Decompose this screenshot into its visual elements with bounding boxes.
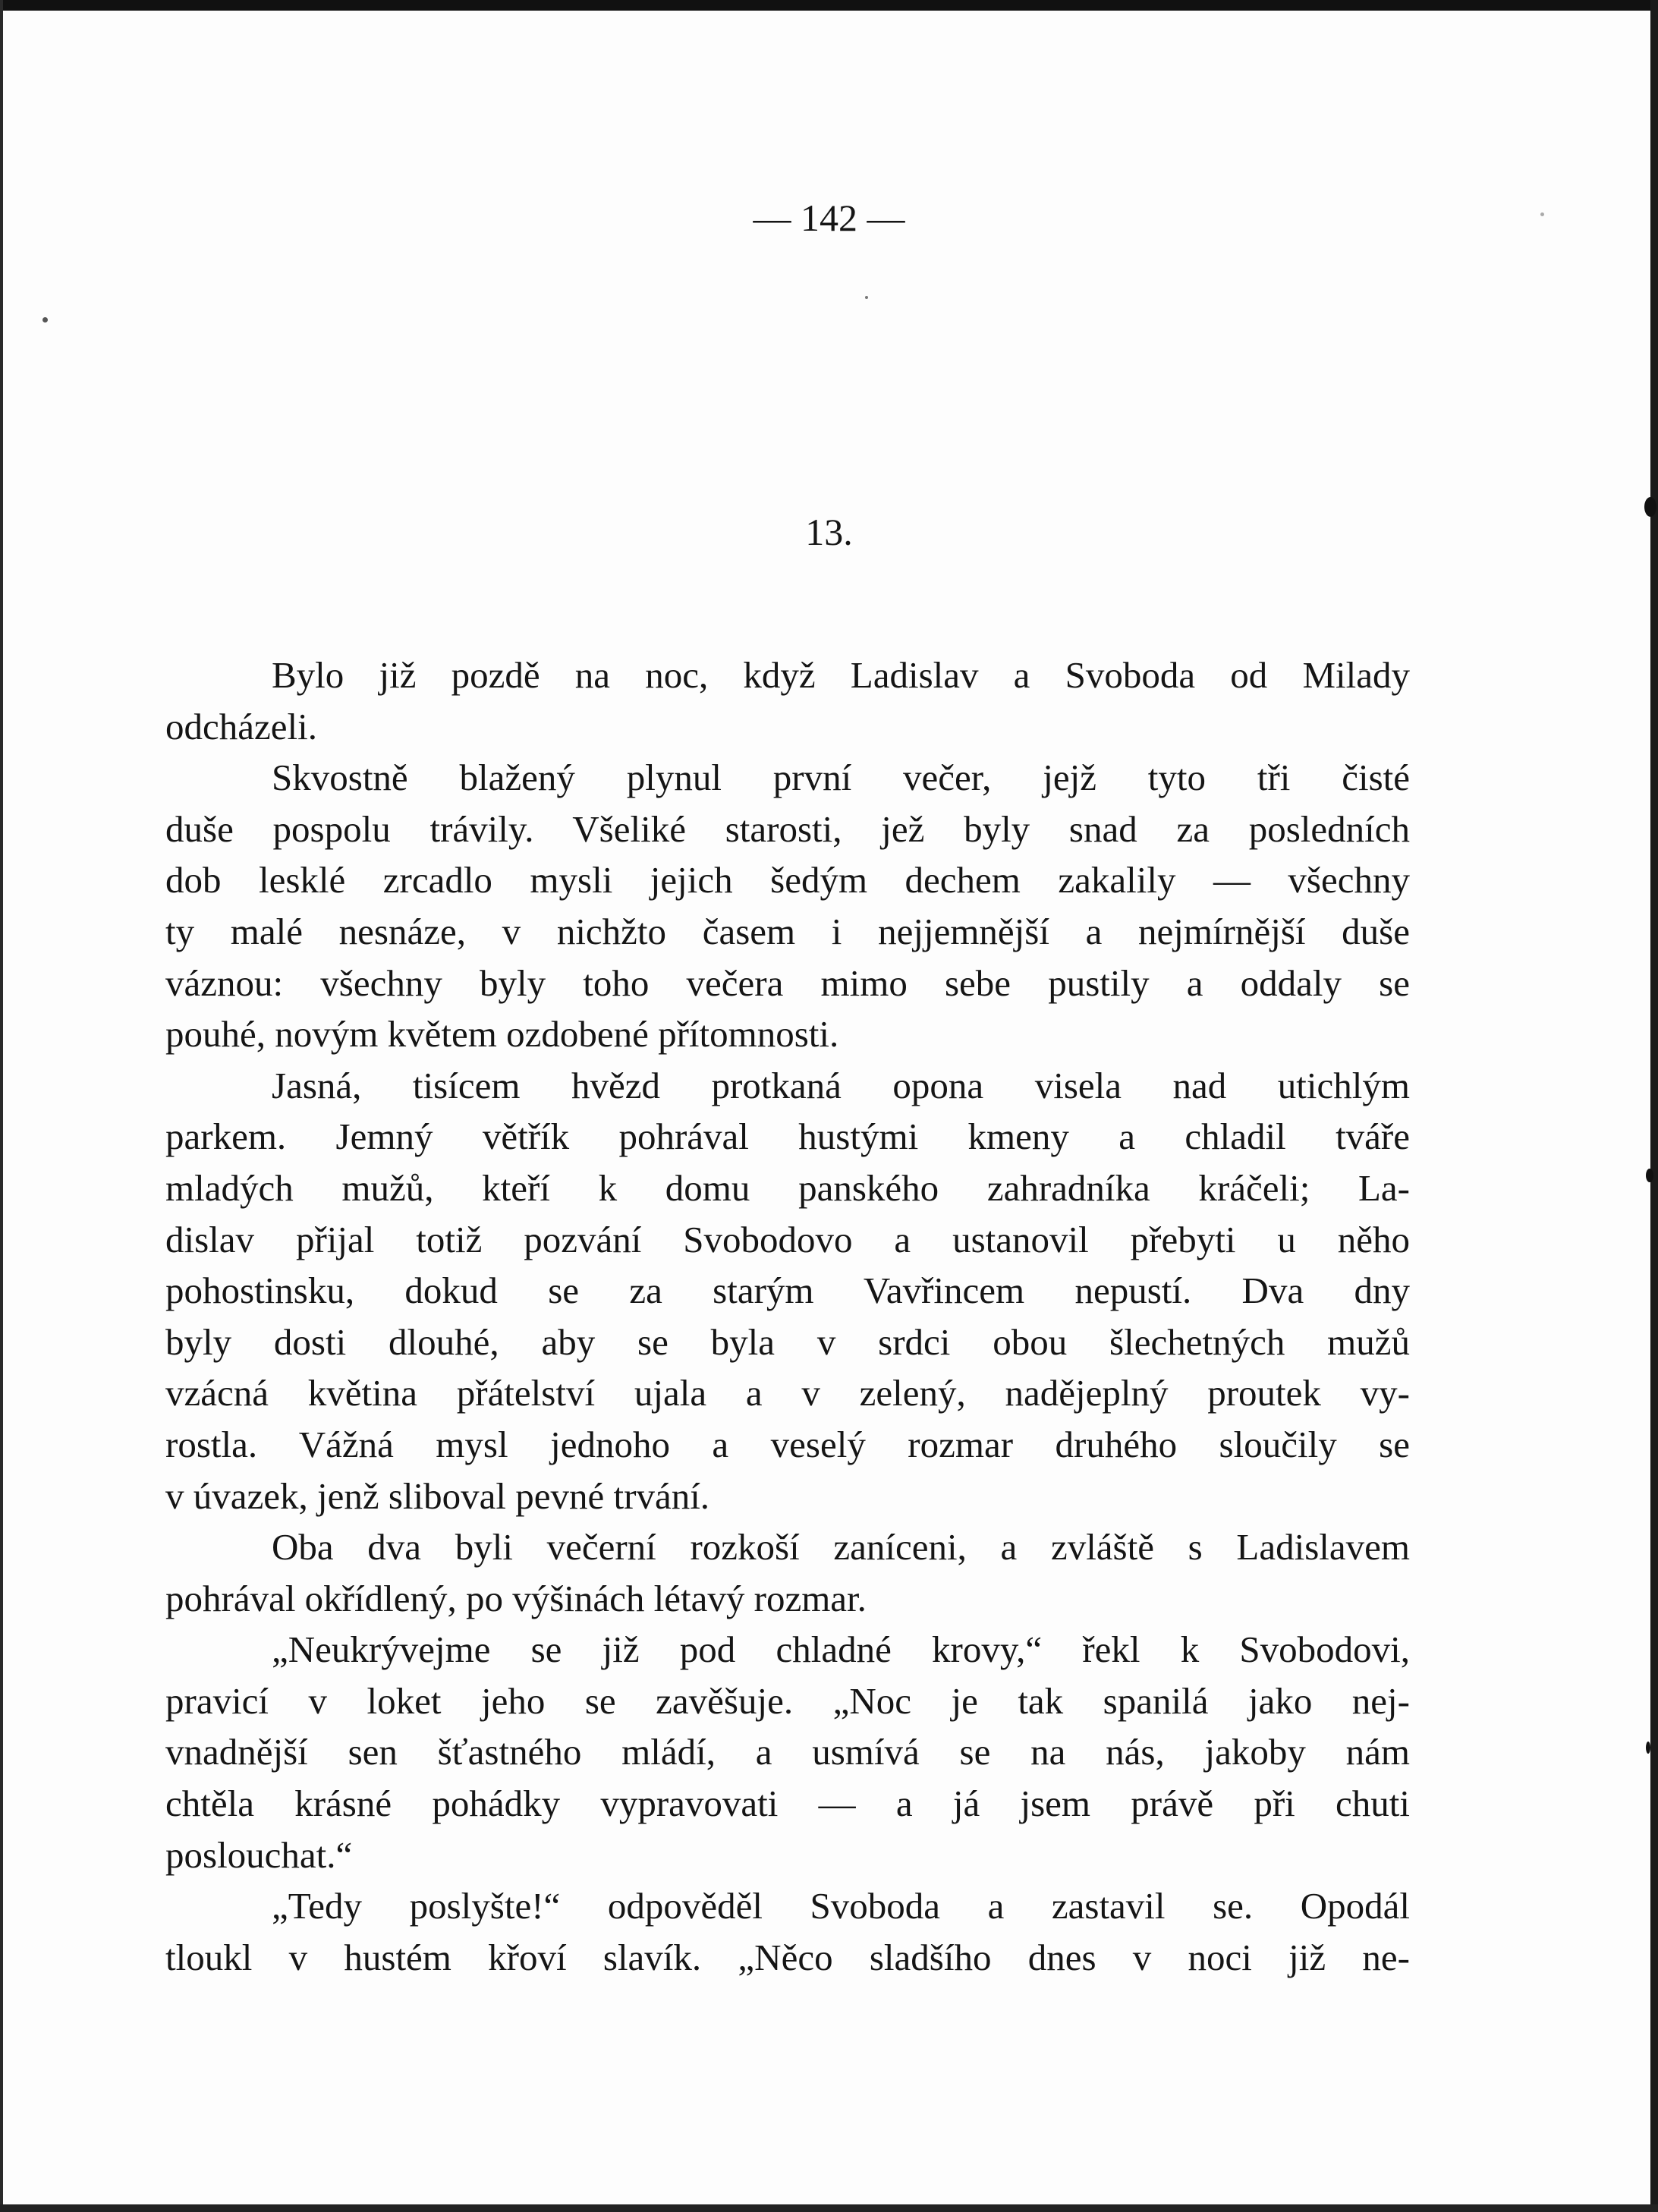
text-line: pohostinsku, dokud se za starým Vavřincem nepustí. Dva dny <box>165 1270 1410 1312</box>
text-line: pouhé, novým květem ozdobené přítomnosti. <box>165 1013 839 1056</box>
text-line: dob lesklé zrcadlo mysli jejich šedým dechem zakalily — všechny <box>165 859 1410 901</box>
text-line: tloukl v hustém křoví slavík. „Něco sladšího dnes v noci již ne- <box>165 1936 1410 1978</box>
text-line: chtěla krásné pohádky vypravovati — a já jsem právě při chuti <box>165 1783 1410 1825</box>
scan-speck <box>865 296 868 299</box>
chapter-number: 13. <box>805 511 853 553</box>
text-line: rostla. Vážná mysl jednoho a veselý rozmar druhého sloučily se <box>165 1423 1410 1465</box>
text-line: ty malé nesnáze, v nichžto časem i nejjemnější a nejmírnější duše <box>165 910 1410 952</box>
scan-edge-top <box>0 0 1658 11</box>
text-line: Skvostně blažený plynul první večer, jejž tyto tři čisté <box>272 757 1410 799</box>
text-line: Jasná, tisícem hvězd protkaná opona visela nad utichlým <box>272 1064 1410 1106</box>
text-line: mladých mužů, kteří k domu panského zahradníka kráčeli; La- <box>165 1166 1410 1209</box>
text-line: vzácná květina přátelství ujala a v zelený, nadějeplný proutek vy- <box>165 1372 1410 1414</box>
scan-edge-left <box>0 0 3 2212</box>
text-line: byly dosti dlouhé, aby se byla v srdci obou šlechetných mužů <box>165 1320 1410 1363</box>
text-line: váznou: všechny byly toho večera mimo sebe pustily a oddaly se <box>165 961 1410 1004</box>
text-line: pravicí v loket jeho se zavěšuje. „Noc je tak spanilá jako nej- <box>165 1679 1410 1722</box>
scan-speck <box>1646 1742 1650 1754</box>
scan-edge-right <box>1650 0 1658 2212</box>
scan-edge-bottom <box>0 2204 1658 2212</box>
text-line: Bylo již pozdě na noc, když Ladislav a Svoboda od Milady <box>272 654 1410 696</box>
text-line: dislav přijal totiž pozvání Svobodovo a ustanovil přebyti u něho <box>165 1218 1410 1260</box>
text-line: vnadnější sen šťastného mládí, a usmívá se na nás, jakoby nám <box>165 1731 1410 1773</box>
body-text <box>165 650 1410 1983</box>
text-line: odcházeli. <box>165 705 317 747</box>
text-line: „Tedy poslyšte!“ odpověděl Svoboda a zastavil se. Opodál <box>272 1885 1410 1927</box>
text-line: parkem. Jemný větřík pohrával hustými kmeny a chladil tváře <box>165 1115 1410 1158</box>
text-line: „Neukrývejme se již pod chladné krovy,“ řekl k Svobodovi, <box>272 1628 1410 1671</box>
text-line: Oba dva byli večerní rozkoší zaníceni, a zvláště s Ladislavem <box>272 1526 1410 1569</box>
page-number: — 142 — <box>753 197 905 239</box>
scan-speck <box>42 317 48 323</box>
text-line: duše pospolu trávily. Všeliké starosti, jež byly snad za posledních <box>165 807 1410 850</box>
text-line: v úvazek, jenž sliboval pevné trvání. <box>165 1474 710 1517</box>
scan-speck <box>1646 1169 1653 1182</box>
text-line: poslouchat.“ <box>165 1833 353 1876</box>
text-line: pohrával okřídlený, po výšinách létavý rozmar. <box>165 1577 867 1619</box>
